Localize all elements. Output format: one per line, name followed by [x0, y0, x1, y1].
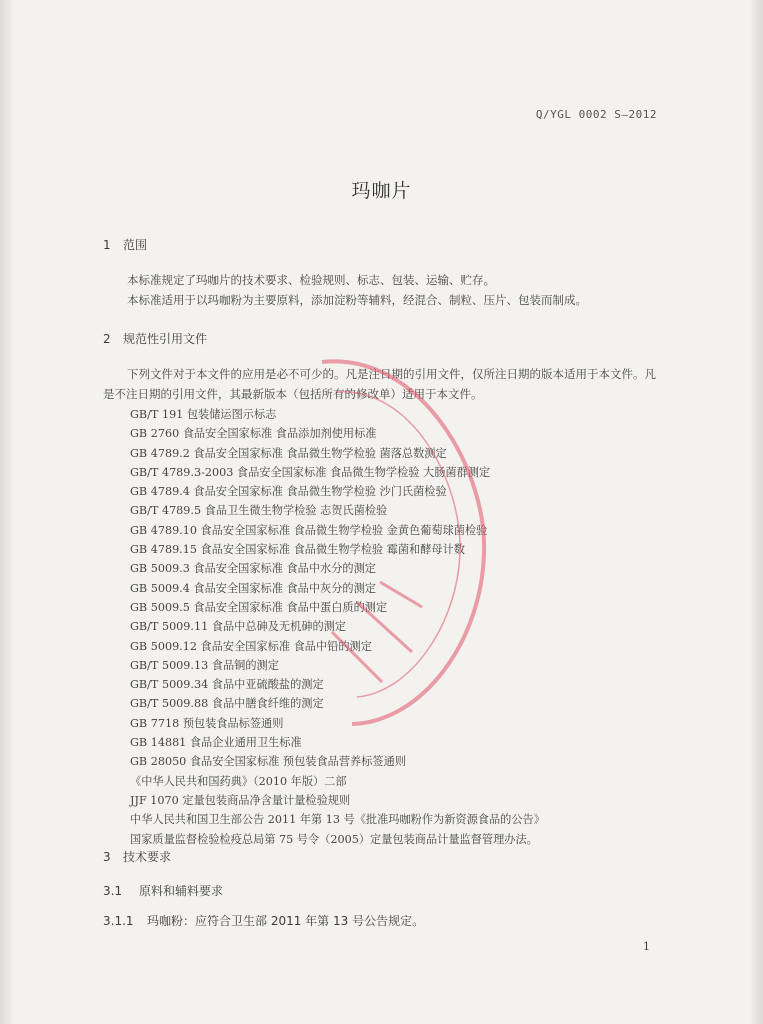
section-2-heading: [103, 330, 207, 347]
reference-item: GB/T 4789.3-2003 食品安全国家标准 食品微生物学检验 大肠菌群测定: [130, 465, 491, 479]
scope-paragraph-1: 本标准规定了玛咖片的技术要求、检验规则、标志、包装、运输、贮存。: [127, 273, 495, 287]
reference-item: GB 5009.12 食品安全国家标准 食品中铅的测定: [130, 639, 372, 653]
reference-item: GB/T 4789.5 食品卫生微生物学检验 志贺氏菌检验: [130, 504, 388, 518]
section-title: 规范性引用文件: [123, 332, 208, 346]
stamp-inner-ring: [337, 392, 460, 697]
section-number: 3: [103, 850, 111, 864]
reference-item: GB 4789.4 食品安全国家标准 食品微生物学检验 沙门氏菌检验: [130, 485, 447, 499]
reference-item: GB/T 191 包装储运图示标志: [130, 408, 277, 421]
document-code: Q/YGL 0002 S—2012: [535, 108, 657, 121]
reference-item: GB 5009.5 食品安全国家标准 食品中蛋白质的测定: [130, 600, 388, 614]
page-number: 1: [643, 940, 650, 953]
section-number: 2: [103, 332, 111, 346]
page-edge-shadow-right: [749, 0, 763, 1024]
page-edge-shadow-left: [0, 0, 14, 1024]
section-title: 技术要求: [123, 850, 172, 864]
reference-item: 中华人民共和国卫生部公告 2011 年第 13 号《批准玛咖粉作为新资源食品的公告》: [130, 813, 545, 827]
reference-item: GB/T 5009.11 食品中总砷及无机砷的测定: [130, 620, 347, 634]
reference-item: GB/T 5009.13 食品铜的测定: [130, 658, 279, 672]
section-title: 玛咖粉：应符合卫生部 2011 年第 13 号公告规定。: [147, 914, 425, 928]
reference-item: GB 2760 食品安全国家标准 食品添加剂使用标准: [130, 427, 377, 441]
reference-item: GB 4789.15 食品安全国家标准 食品微生物学检验 霉菌和酵母计数: [130, 543, 465, 557]
section-title: 范围: [123, 238, 148, 252]
reference-item: GB 5009.4 食品安全国家标准 食品中灰分的测定: [130, 581, 376, 595]
section-number: 3.1.1: [103, 914, 134, 928]
scope-paragraph-2: 本标准适用于以玛咖粉为主要原料，添加淀粉等辅料，经混合、制粒、压片、包装而制成。: [127, 293, 587, 307]
reference-item: GB 7718 预包装食品标签通则: [130, 716, 284, 730]
reference-item: 国家质量监督检验检疫总局第 75 号令（2005）定量包装商品计量监督管理办法。: [130, 832, 538, 846]
stamp-marks: [332, 582, 422, 682]
section-1-heading: [103, 236, 147, 253]
reference-item: JJF 1070 定量包装商品净含量计量检验规则: [130, 793, 351, 807]
reference-item: GB 5009.3 食品安全国家标准 食品中水分的测定: [130, 562, 376, 576]
reference-item: GB/T 5009.34 食品中亚硫酸盐的测定: [130, 678, 324, 692]
section-3-heading: [103, 848, 171, 865]
document-title: 玛咖片: [351, 180, 412, 202]
reference-item: 《中华人民共和国药典》（2010 年版）二部: [130, 774, 347, 788]
reference-item: GB 4789.2 食品安全国家标准 食品微生物学检验 菌落总数测定: [130, 446, 447, 460]
reference-item: GB 4789.10 食品安全国家标准 食品微生物学检验 金黄色葡萄球菌检验: [130, 523, 488, 537]
references-intro: 下列文件对于本文件的应用是必不可少的。凡是注日期的引用文件，仅所注日期的版本适用于本文件。凡是不注日期的引用文件，其最新版本（包括所有的修改单）适用于本文件。: [103, 367, 656, 401]
red-seal-stamp: [262, 352, 492, 732]
reference-item: GB 14881 食品企业通用卫生标准: [130, 736, 302, 750]
section-title: 原料和辅料要求: [139, 884, 224, 898]
section-number: 3.1: [103, 884, 123, 898]
section-3-1-heading: [103, 882, 223, 899]
section-3-1-1-heading: [103, 912, 424, 929]
section-number: 1: [103, 238, 111, 252]
reference-item: GB 28050 食品安全国家标准 预包装食品营养标签通则: [130, 755, 406, 769]
reference-item: GB/T 5009.88 食品中膳食纤维的测定: [130, 697, 324, 711]
